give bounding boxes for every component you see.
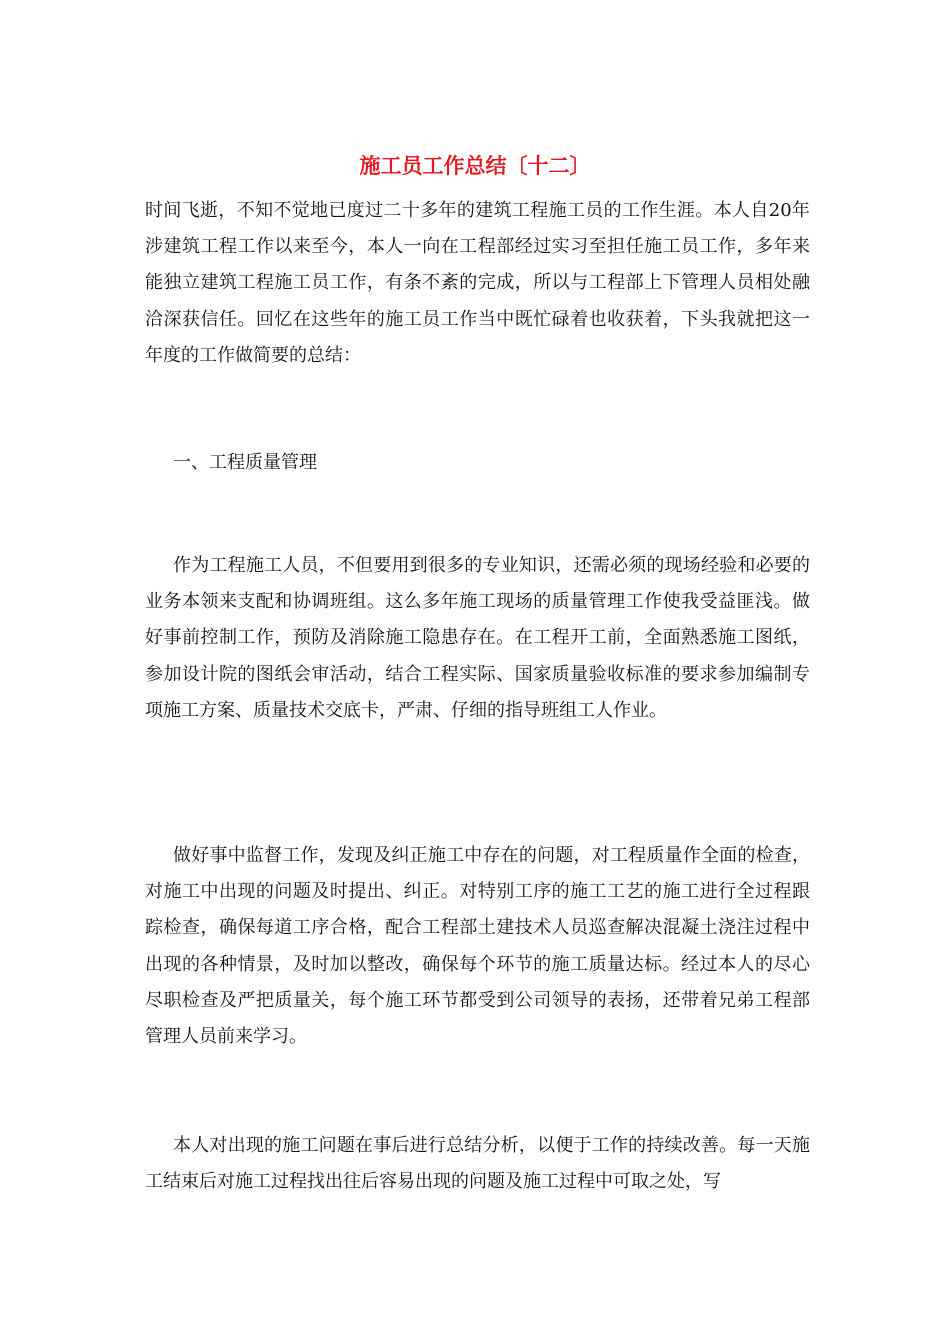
section-heading-quality-management: 一、工程质量管理	[173, 452, 317, 473]
body-paragraph-post-analysis: 本人对出现的施工问题在事后进行总结分析，以便于工作的持续改善。每一天施工结束后对施工过程找出往后容易出现的问题及施工过程中可取之处，写	[145, 1135, 810, 1193]
body-paragraph-pre-control: 作为工程施工人员，不但要用到很多的专业知识，还需必须的现场经验和必要的业务本领来支配和协调班组。这么多年施工现场的质量管理工作使我受益匪浅。做好事前控制工作，预防及消除施工隐患存在。在工程开工前，全面熟悉施工图纸，参加设计院的图纸会审活动，结合工程实际、国家质量验收标准的要求参加编制专项施工方案、质量技术交底卡，严肃、仔细的指导班组工人作业。	[145, 555, 810, 721]
document-title: 施工员工作总结〔十二〕	[359, 154, 591, 178]
body-paragraph-in-process-supervision: 做好事中监督工作，发现及纠正施工中存在的问题，对工程质量作全面的检查，对施工中出现的问题及时提出、纠正。对特别工序的施工工艺的施工进行全过程跟踪检查，确保每道工序合格，配合工程部土建技术人员巡查解决混凝土浇注过程中出现的各种情景，及时加以整改，确保每个环节的施工质量达标。经过本人的尽心尽职检查及严把质量关，每个施工环节都受到公司领导的表扬，还带着兄弟工程部管理人员前来学习。	[145, 845, 810, 1048]
intro-paragraph: 时间飞逝，不知不觉地已度过二十多年的建筑工程施工员的工作生涯。本人自20年涉建筑工程工作以来至今，本人一向在工程部经过实习至担任施工员工作，多年来能独立建筑工程施工员工作，有条不紊的完成，所以与工程部上下管理人员相处融洽深获信任。回忆在这些年的施工员工作当中既忙碌着也收获着，下头我就把这一年度的工作做简要的总结：	[145, 200, 810, 366]
